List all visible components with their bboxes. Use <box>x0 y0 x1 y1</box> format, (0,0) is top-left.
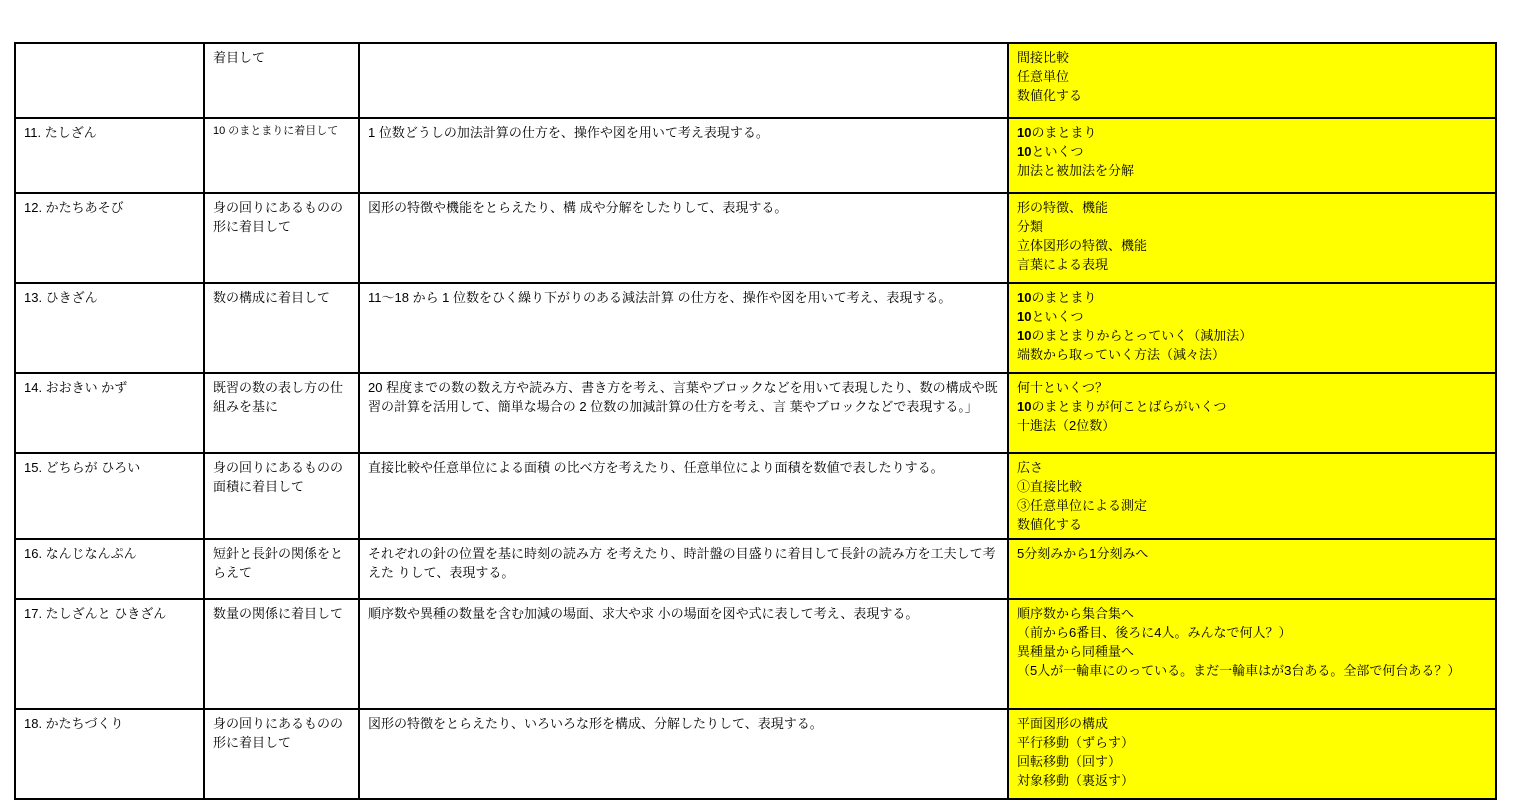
curriculum-table-body <box>15 43 1496 799</box>
description-cell: 図形の特徴や機能をとらえたり、構 成や分解をしたりして、表現する。 <box>359 193 1008 283</box>
keyword-line: 平面図形の構成 <box>1017 716 1109 732</box>
unit-name-cell: 17. たしざんと ひきざん <box>15 599 204 709</box>
unit-name-cell: 11. たしざん <box>15 118 204 193</box>
focus-cell: 着目して <box>204 43 359 118</box>
focus-cell: 数量の関係に着目して <box>204 599 359 709</box>
description-cell: 20 程度までの数の数え方や読み方、書き方を考え、言葉やブロックなどを用いて表現したり、数の構成や既 習の計算を活用して、簡単な場合の 2 位数の加減計算の仕方を考え、言 葉やブロックなどで表現する。」 <box>359 373 1008 453</box>
description-cell: 11～18 から 1 位数をひく繰り下がりのある減法計算 の仕方を、操作や図を用いて考え、表現する。 <box>359 283 1008 373</box>
description-cell: 1 位数どうしの加法計算の仕方を、操作や図を用いて考え表現する。 <box>359 118 1008 193</box>
keyword-line: 加法と被加法を分解 <box>1017 162 1135 178</box>
keyword-line: 5分刻みから1分刻みへ <box>1017 546 1149 562</box>
table-row <box>15 453 1496 539</box>
keyword-line: 順序数から集合集へ <box>1017 606 1135 622</box>
keyword-line: 形の特徴、機能 <box>1017 200 1109 215</box>
keyword-line: 十進法（2位数） <box>1017 417 1116 433</box>
curriculum-table-container <box>14 42 1497 800</box>
keyword-line: 数値化する <box>1017 87 1083 103</box>
keyword-line: 端数から取っていく方法（減々法） <box>1017 346 1226 362</box>
keyword-line: 対象移動（裏返す） <box>1017 772 1135 788</box>
keyword-line: 立体図形の特徴、機能 <box>1017 237 1148 253</box>
keywords-cell <box>1008 118 1496 193</box>
keywords-cell <box>1008 539 1496 599</box>
keyword-line: ③任意単位による測定 <box>1017 497 1148 513</box>
unit-name-cell <box>15 43 204 118</box>
table-row <box>15 43 1496 118</box>
keywords-cell <box>1008 43 1496 118</box>
keyword-line: 間接比較 <box>1017 50 1070 65</box>
unit-name-cell: 14. おおきい かず <box>15 373 204 453</box>
description-cell: 直接比較や任意単位による面積 の比べ方を考えたり、任意単位により面積を数値で表したりする。 <box>359 453 1008 539</box>
curriculum-table <box>14 42 1497 800</box>
keyword-line: 10といくつ <box>1017 143 1084 159</box>
unit-name-cell: 12. かたちあそび <box>15 193 204 283</box>
keywords-cell <box>1008 599 1496 709</box>
unit-name-cell: 18. かたちづくり <box>15 709 204 799</box>
keyword-line: 10のまとまり <box>1017 290 1097 305</box>
focus-cell: 身の回りにあるものの形に着目して <box>204 709 359 799</box>
table-row <box>15 709 1496 799</box>
unit-name-cell: 16. なんじなんぷん <box>15 539 204 599</box>
keyword-line: ①直接比較 <box>1017 478 1083 494</box>
keywords-cell <box>1008 373 1496 453</box>
keyword-line: 10といくつ <box>1017 308 1084 324</box>
table-row <box>15 118 1496 193</box>
keyword-line: 異種量から同種量へ <box>1017 644 1135 660</box>
unit-name-cell: 15. どちらが ひろい <box>15 453 204 539</box>
keyword-line: 分類 <box>1017 218 1044 234</box>
keywords-cell <box>1008 453 1496 539</box>
keyword-line: 広さ <box>1017 460 1044 475</box>
keyword-line: 数値化する <box>1017 516 1083 532</box>
table-row <box>15 283 1496 373</box>
keyword-line: 言葉による表現 <box>1017 256 1109 272</box>
focus-cell: 短針と長針の関係をとらえて <box>204 539 359 599</box>
keyword-line: 何十といくつ？ <box>1017 380 1109 395</box>
description-cell <box>359 43 1008 118</box>
keywords-cell <box>1008 709 1496 799</box>
focus-cell: 身の回りにあるものの形に着目して <box>204 193 359 283</box>
keyword-line: 10のまとまりが何ことばらがいくつ <box>1017 398 1227 414</box>
table-row <box>15 539 1496 599</box>
unit-name-cell: 13. ひきざん <box>15 283 204 373</box>
keyword-line: 10のまとまり <box>1017 125 1097 140</box>
focus-cell: 既習の数の表し方の仕組みを基に <box>204 373 359 453</box>
keyword-line: 平行移動（ずらす） <box>1017 735 1135 751</box>
focus-cell: 身の回りにあるものの面積に着目して <box>204 453 359 539</box>
keywords-cell <box>1008 193 1496 283</box>
table-row <box>15 193 1496 283</box>
description-cell: 順序数や異種の数量を含む加減の場面、求大や求 小の場面を図や式に表して考え、表現する。 <box>359 599 1008 709</box>
keywords-cell <box>1008 283 1496 373</box>
focus-cell: 10 のまとまりに着目して <box>204 118 359 193</box>
description-cell: 図形の特徴をとらえたり、いろいろな形を構成、分解したりして、表現する。 <box>359 709 1008 799</box>
table-row <box>15 599 1496 709</box>
keyword-line: 任意単位 <box>1017 68 1070 84</box>
table-row <box>15 373 1496 453</box>
keyword-line: （前から6番目、後ろに4人。みんなで何人？） <box>1017 625 1292 641</box>
focus-cell: 数の構成に着目して <box>204 283 359 373</box>
description-cell: それぞれの針の位置を基に時刻の読み方 を考えたり、時計盤の目盛りに着目して長針の読み方を工夫して考えた りして、表現する。 <box>359 539 1008 599</box>
keyword-line: 10のまとまりからとっていく（減加法） <box>1017 327 1253 343</box>
keyword-line: （5人が一輪車にのっている。まだ一輪車はが3台ある。全部で何台ある？） <box>1017 662 1461 678</box>
keyword-line: 回転移動（回す） <box>1017 754 1122 770</box>
